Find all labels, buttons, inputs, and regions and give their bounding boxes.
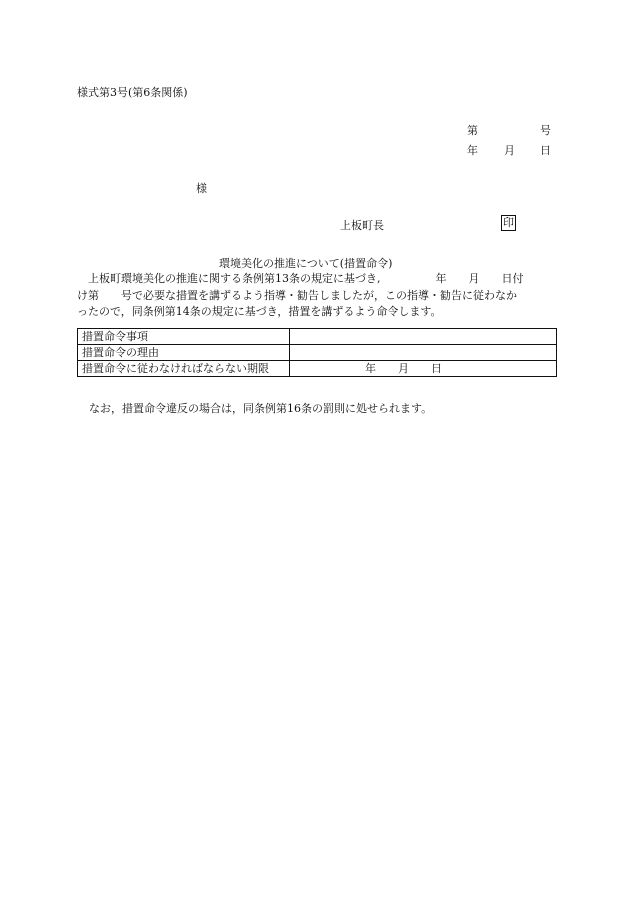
date-month-label: 月 [504, 144, 515, 157]
document-body [77, 271, 559, 321]
body-line: 上板町環境美化の推進に関する条例第13条の規定に基づき, 年 月 日付 [77, 272, 524, 285]
table-label-cell: 措置命令に従わなければならない期限 [78, 361, 290, 377]
body-line: け第 号で必要な措置を講ずるよう指導・勧告しましたが，この指導・勧告に従わなか [77, 288, 517, 302]
table-row [78, 361, 557, 377]
table-value-cell [290, 329, 557, 345]
body-line: ったので，同条例第14条の規定に基づき，措置を講ずるよう命令します。 [77, 305, 442, 318]
table-row [78, 345, 557, 361]
document-title: 環境美化の推進について(措置命令) [219, 257, 393, 270]
penalty-note: なお，措置命令違反の場合は，同条例第16条の罰則に処せられます。 [89, 402, 433, 415]
document-number-prefix: 第 [467, 124, 478, 137]
addressee-suffix: 様 [196, 182, 207, 195]
sender-title: 上板町長 [340, 219, 384, 232]
table-label-cell: 措置命令の理由 [78, 345, 290, 361]
table-value-cell: 年 月 日 [290, 361, 557, 377]
date-day-label: 日 [540, 144, 551, 157]
table-row [78, 329, 557, 345]
table-value-cell [290, 345, 557, 361]
table-label-cell: 措置命令事項 [78, 329, 290, 345]
document-number-suffix: 号 [540, 124, 551, 137]
order-details-table [77, 328, 557, 377]
date-year-label: 年 [467, 144, 478, 157]
form-number: 様式第3号(第6条関係) [77, 86, 188, 99]
seal-mark: 印 [503, 216, 514, 229]
